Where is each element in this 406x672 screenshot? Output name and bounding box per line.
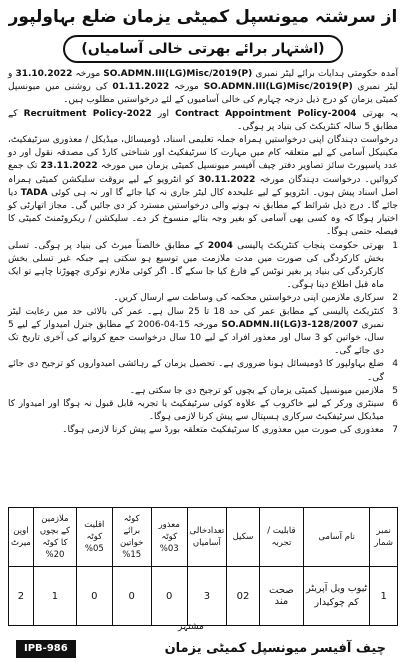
interview-date: 30.11.2022 (198, 174, 256, 185)
cell-minority-quota: 0 (77, 567, 112, 626)
header-title: از سرشتہ میونسپل کمیٹی یزمان ضلع بہاولپور (8, 7, 398, 27)
intro-paragraph-2 (8, 108, 398, 134)
text-fragment: مورخہ 15-04-2006 کے مطابق جنرل امیدوار کے لیے 5 سال، خواتین کو 3 سال اور معذور افراد کے لیے 10 سال درخواست جمع کروانے کی آخری تاریخ تک دی جائے گی۔ (8, 319, 385, 357)
condition-text: ضلع بہاولپور کا ڈومیسائل ہونا ضروری ہے۔ تحصیل یزمان کے رہائشی امیدواروں کو ترجیح دی جائے گی۔ (8, 359, 384, 383)
condition-number: 7 (392, 425, 398, 436)
cell-sr: 1 (370, 567, 398, 626)
text-fragment: کی روشنی میں میونسپل کمیٹی یزمان کو درج ذیل درجہ چہارم کی خالی آسامیوں کے لئے درخواستیں مطلوب ہیں۔ (8, 82, 398, 106)
header-minority-quota: اقلیت کوٹہ 05% (77, 508, 112, 567)
text-fragment: کنٹریکٹ پالیسی کے مطابق عمر کی حد 18 تا 25 سال ہے۔ عمر کی بالائی حد میں رعایت لیٹر نمبری (8, 306, 385, 330)
condition-number: 1 (392, 240, 398, 251)
text-fragment: دیا جائے گا۔ درج ذیل شرائط کے مطابق نہ ہونے والی درخواستیں مسترد کر دی جائیں گی۔ مجاز اتھارٹی کو اختیار ہوگا کہ وہ کسی بھی آسامی کو بغیر وجہ بتائے منسوخ کر دے۔ سلیکشن / ریکروٹمنٹ کمیٹی کا فیصلہ حتمی ہوگا۔ (8, 187, 398, 238)
condition-number: 5 (392, 385, 398, 396)
advertisement-body (8, 68, 398, 438)
condition-text: ملازمین میونسپل کمیٹی یزمان کے بچوں کو ترجیح دی جا سکتی ہے۔ (129, 385, 384, 396)
cell-employee-kids-quota: 1 (33, 567, 76, 626)
condition-text: سینٹری ورکر کے لیے خاکروب کے علاوہ کوئی سرٹیفکیٹ یا تجربہ قابل قبول نہ ہوگا اور امیدوار کا میڈیکل سرٹیفکیٹ سرکاری ہسپتال سے پیش کرنا لازمی ہوگا۔ (8, 399, 384, 423)
text-fragment: کے مطابق خالصتاً میرٹ کی بنیاد پر ہوگی۔ تسلی بخش کارکردگی کی صورت میں مدت ملازمت میں توسیع ہو سکتی ہے جبکہ غیر تسلی بخش کارکردگی کی بنیاد پر بغیر نوٹس کے فارغ کیا جا سکے گا۔ اگر کوئی ملازم نوکری چھوڑنا چاہے تو ایک ماہ قبل اطلاع دینا ہوگی۔ (8, 240, 384, 291)
cell-post: ٹیوب ویل آپریٹر کم چوکیدار (303, 567, 369, 626)
text-fragment: مورخہ (169, 82, 204, 93)
condition-item (8, 398, 398, 424)
condition-item (8, 240, 398, 293)
cell-scale: 02 (227, 567, 260, 626)
table-row (9, 567, 398, 626)
cell-vacancies: 3 (187, 567, 227, 626)
condition-item (8, 385, 398, 398)
letter-date: 01.11.2022 (112, 82, 170, 93)
advertiser-label: مشتہر (178, 622, 204, 632)
condition-item (8, 292, 398, 305)
letter-reference: SO.ADMN.III(LG)Misc/2019(P) (103, 69, 253, 79)
intro-paragraph-1 (8, 68, 398, 108)
cell-qualification: صحت مند (259, 567, 303, 626)
header-qualification: قابلیت / تجربہ (259, 508, 303, 567)
text-fragment: مورخہ (72, 69, 104, 79)
header-sr: نمبر شمار (370, 508, 398, 567)
condition-number: 4 (392, 359, 398, 370)
header-women-quota: کوٹہ برائے خواتین 15% (112, 508, 151, 567)
header-post: نام آسامی (303, 508, 369, 567)
issuing-authority: چیف آفیسر میونسپل کمیٹی یزمان (164, 641, 386, 656)
conditions-list (8, 240, 398, 438)
condition-number: 6 (392, 399, 398, 410)
cell-disabled-quota: 0 (151, 567, 187, 626)
header-employee-kids-quota: ملازمین کے بچوں کا کوٹہ 20% (33, 508, 76, 567)
condition-text (8, 292, 384, 305)
header-vacancies: تعدادخالی آسامیاں (187, 508, 227, 567)
policy-reference: Contract Appointment Policy-2004 (175, 108, 357, 119)
letter-date: 31.10.2022 (15, 69, 73, 79)
condition-item (8, 358, 398, 384)
condition-number: 2 (392, 293, 398, 304)
policy-reference: Recruitment Policy-2022 (23, 108, 152, 119)
text-fragment: بھرتی حکومت پنجاب کنٹریکٹ پالیسی (232, 240, 384, 251)
ipb-number-badge: IPB-986 (16, 640, 76, 658)
text-fragment: کو انٹرویو کے لیے بروقت سلیکشن کمیٹی ہمراہ اصل اسناد پیش ہوں۔ انٹرویو کے لیے علیحدہ کال لیٹر جاری نہ کیا جائے گا اور نہ ہی کوئی (8, 174, 398, 198)
condition-number: 3 (392, 306, 398, 317)
letter-reference: SO.ADMN.III(LG)Misc/2019(P) (203, 82, 353, 93)
header-open-merit: اوپن میرٹ (9, 508, 34, 567)
condition-text: معذوری کی صورت میں معذوری کا سرٹیفکیٹ متعلقہ بورڈ سے پیش کرنا لازمی ہوگا۔ (62, 425, 384, 436)
banner-wrapper (8, 35, 398, 63)
condition-item (8, 306, 398, 359)
cell-women-quota: 0 (112, 567, 151, 626)
text-fragment: آمدہ حکومتی ہدایات برائے لیٹر نمبری (252, 69, 399, 79)
text-fragment: سرکاری ملازمین اپنی درخواستیں محکمہ کی وساطت سے ارسال کریں۔ (113, 293, 384, 304)
header-disabled-quota: معذور کوٹہ 03% (151, 508, 187, 567)
text-fragment: یہ بھرتی (356, 108, 398, 119)
recruitment-banner: (اشتہار برائے بھرتی خالی آسامیاں) (63, 35, 342, 63)
policy-year: 2004 (207, 240, 233, 251)
letter-reference: SO.ADMN.II(LG)3-128/2007 (221, 319, 359, 330)
vacancy-table (8, 507, 398, 626)
table-header-row (9, 508, 398, 567)
text-fragment: کے مطابق 5 سالہ کنٹریکٹ کی بنیاد پر ہوگی۔ (8, 108, 398, 132)
cell-open-merit: 2 (9, 567, 34, 626)
tada-label: TADA (20, 187, 48, 198)
condition-item (8, 424, 398, 437)
intro-paragraph-3 (8, 134, 398, 240)
header-scale: سکیل (227, 508, 260, 567)
text-fragment: درخواست دہندگان اپنی درخواستیں ہمراہ جملہ تعلیمی اسناد، ڈومیسائل، میڈیکل / معذوری سرٹیفکیٹ، مکینیکل آسامی کے لیے متعلقہ کام میں مہارت کا سرٹیفکیٹ اور شناختی کارڈ کی مصدقہ نقول اور دو عدد پاسپورٹ سائز تصاویر دفتر چیف آفیسر میونسپل کمیٹی یزمان میں مورخہ (8, 135, 399, 172)
submission-deadline: 23.11.2022 (40, 161, 98, 172)
text-fragment: تک جمع کروائیں۔ درخواست دہندگان مورخہ (8, 161, 398, 185)
condition-text (8, 306, 384, 359)
condition-text (8, 240, 384, 293)
text-fragment: اور (151, 108, 176, 119)
text-fragment: و لیٹر نمبری (8, 69, 399, 93)
